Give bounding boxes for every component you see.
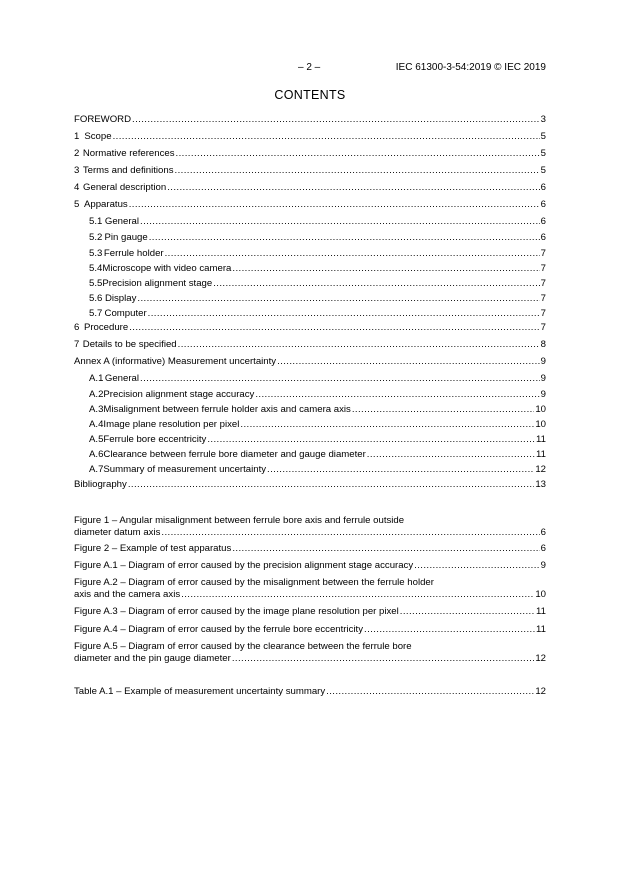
- toc-number: 5.6: [89, 293, 103, 304]
- figure-entry-a2: [74, 577, 546, 601]
- dot-leader: [326, 686, 534, 698]
- dot-leader: [148, 308, 540, 320]
- dot-leader: [165, 248, 540, 260]
- figure-entry-a4: [74, 624, 546, 636]
- dot-leader: [113, 131, 540, 143]
- dot-leader: [352, 404, 534, 416]
- figure-label-line1: Figure 1 – Angular misalignment between ferrule bore axis and ferrule outside: [74, 515, 405, 526]
- table-label: Table A.1 – Example of measurement uncertainty summary: [74, 686, 326, 697]
- toc-number: A.3: [89, 404, 104, 415]
- toc-page: 7: [540, 278, 546, 289]
- toc-number: 5.7: [89, 308, 103, 319]
- toc-page: 3: [540, 114, 546, 125]
- toc-number: 6: [74, 322, 80, 333]
- dot-leader: [400, 606, 535, 618]
- toc-number: 5.1: [89, 216, 103, 227]
- toc-number: 5.3: [89, 248, 103, 259]
- toc-page: 6: [540, 199, 546, 210]
- toc-label: Summary of measurement uncertainty: [103, 464, 267, 475]
- toc-entry-general-description: [74, 182, 546, 194]
- toc-label: Annex A (informative) Measurement uncertainty: [74, 356, 277, 367]
- toc-entry-foreword: [74, 114, 546, 126]
- toc-number: 3: [74, 165, 80, 176]
- toc-number: A.6: [89, 449, 104, 460]
- toc-entry-a-6: [74, 449, 546, 461]
- figure-page: 9: [540, 560, 546, 571]
- dot-leader: [140, 216, 540, 228]
- toc-entry-5-7: [74, 308, 546, 320]
- figure-label: Figure A.4 – Diagram of error caused by the ferrule bore eccentricity: [74, 624, 364, 635]
- dot-leader: [240, 419, 534, 431]
- toc-page: 8: [540, 339, 546, 350]
- toc-number: 5.4: [89, 263, 103, 274]
- figure-entry-a5: [74, 641, 546, 665]
- toc-page: 6: [540, 182, 546, 193]
- figure-label: Figure A.1 – Diagram of error caused by the precision alignment stage accuracy: [74, 560, 414, 571]
- figure-page: 10: [535, 589, 546, 600]
- figure-entry-a1: [74, 560, 546, 572]
- dot-leader: [364, 624, 535, 636]
- dot-leader: [367, 449, 535, 461]
- toc-entry-annex-a: [74, 356, 546, 368]
- figure-label: diameter datum axis: [74, 527, 161, 538]
- toc-page: 7: [540, 248, 546, 259]
- toc-entry-bibliography: [74, 479, 546, 491]
- toc-entry-details: [74, 339, 546, 351]
- toc-number: A.7: [89, 464, 104, 475]
- toc-number: A.1: [89, 373, 104, 384]
- toc-page: 6: [540, 216, 546, 227]
- toc-label: General: [104, 216, 139, 227]
- figure-label: Figure A.3 – Diagram of error caused by the image plane resolution per pixel: [74, 606, 399, 617]
- figure-page: 6: [540, 543, 546, 554]
- toc-entry-a-2: [74, 389, 546, 401]
- toc-number: 4: [74, 182, 80, 193]
- toc-number: 1: [74, 131, 80, 142]
- toc-number: 5: [74, 199, 80, 210]
- toc-page: 11: [536, 449, 546, 460]
- toc-number: A.4: [89, 419, 104, 430]
- figure-page: 6: [540, 527, 546, 538]
- dot-leader: [140, 373, 540, 385]
- toc-page: 9: [540, 356, 546, 367]
- figure-entry-a3: [74, 606, 546, 618]
- dot-leader: [207, 434, 535, 446]
- dot-leader: [232, 653, 535, 665]
- figure-label: Figure 2 – Example of test apparatus: [74, 543, 232, 554]
- dot-leader: [175, 165, 540, 177]
- toc-page: 11: [536, 434, 546, 445]
- toc-entry-5-1: [74, 216, 546, 228]
- toc-entry-normative-references: [74, 148, 546, 160]
- toc-label: Image plane resolution per pixel: [103, 419, 240, 430]
- dot-leader: [414, 560, 540, 572]
- dot-leader: [132, 114, 540, 126]
- toc-label: Apparatus: [83, 199, 128, 210]
- toc-label: Precision alignment stage accuracy: [103, 389, 255, 400]
- dot-leader: [213, 278, 539, 290]
- toc-page: 7: [540, 308, 546, 319]
- figure-page: 12: [535, 653, 546, 664]
- toc-entry-procedure: [74, 322, 546, 334]
- dot-leader: [255, 389, 539, 401]
- figure-page: 11: [536, 624, 546, 635]
- dot-leader: [176, 148, 540, 160]
- toc-page: 5: [540, 148, 546, 159]
- toc-label: Misalignment between ferrule holder axis and camera axis: [103, 404, 351, 415]
- toc-label: Procedure: [83, 322, 129, 333]
- toc-page: 7: [540, 263, 546, 274]
- toc-label: Bibliography: [74, 479, 127, 490]
- figure-label-line1: Figure A.2 – Diagram of error caused by the misalignment between the ferrule holder: [74, 577, 434, 588]
- table-entry-a1: [74, 686, 546, 698]
- page-number: – 2 –: [298, 62, 321, 73]
- toc-page: 9: [540, 389, 546, 400]
- toc-page: 9: [540, 373, 546, 384]
- toc-label: Display: [104, 293, 137, 304]
- toc-number: 7: [74, 339, 80, 350]
- toc-entry-5-3: [74, 248, 546, 260]
- dot-leader: [128, 479, 535, 491]
- dot-leader: [137, 293, 539, 305]
- standard-reference: IEC 61300-3-54:2019 © IEC 2019: [395, 62, 546, 73]
- toc-page: 7: [540, 293, 546, 304]
- toc-page: 13: [535, 479, 546, 490]
- toc-entry-5-4: [74, 263, 546, 275]
- toc-label: Scope: [84, 131, 112, 142]
- dot-leader: [129, 199, 540, 211]
- dot-leader: [232, 263, 539, 275]
- toc-label: Clearance between ferrule bore diameter and gauge diameter: [103, 449, 366, 460]
- figure-label: axis and the camera axis: [74, 589, 181, 600]
- table-page: 12: [535, 686, 546, 697]
- toc-entry-apparatus: [74, 199, 546, 211]
- dot-leader: [267, 464, 534, 476]
- toc-label: Normative references: [82, 148, 175, 159]
- toc-number: 2: [74, 148, 80, 159]
- page-title: CONTENTS: [274, 88, 346, 102]
- toc-number: 5.2: [89, 232, 103, 243]
- toc-label: Microscope with video camera: [102, 263, 232, 274]
- toc-label: Ferrule holder: [103, 248, 164, 259]
- toc-label: Terms and definitions: [82, 165, 174, 176]
- toc-page: 6: [540, 232, 546, 243]
- toc-label: General description: [83, 182, 167, 193]
- toc-entry-a-1: [74, 373, 546, 385]
- figure-entry-1: [74, 515, 546, 539]
- toc-entry-5-5: [74, 278, 546, 290]
- page-header: [74, 60, 546, 74]
- toc-label: FOREWORD: [74, 114, 132, 125]
- toc-page: 12: [535, 464, 546, 475]
- toc-entry-a-4: [74, 419, 546, 431]
- toc-number: 5.5: [89, 278, 103, 289]
- toc-label: Computer: [104, 308, 147, 319]
- dot-leader: [167, 182, 539, 194]
- toc-entry-5-2: [74, 232, 546, 244]
- toc-page: 5: [540, 165, 546, 176]
- toc-page: 5: [540, 131, 546, 142]
- toc-page: 7: [540, 322, 546, 333]
- toc-label: Pin gauge: [104, 232, 148, 243]
- toc-label: General: [104, 373, 139, 384]
- toc-entry-a-5: [74, 434, 546, 446]
- dot-leader: [178, 339, 540, 351]
- dot-leader: [277, 356, 540, 368]
- toc-number: A.5: [89, 434, 104, 445]
- dot-leader: [129, 322, 539, 334]
- dot-leader: [181, 589, 534, 601]
- toc-number: A.2: [89, 389, 104, 400]
- dot-leader: [232, 543, 539, 555]
- toc-page: 10: [535, 419, 546, 430]
- toc-page: 10: [535, 404, 546, 415]
- toc-entry-a-7: [74, 464, 546, 476]
- figure-label: diameter and the pin gauge diameter: [74, 653, 231, 664]
- toc-entry-5-6: [74, 293, 546, 305]
- toc-entry-a-3: [74, 404, 546, 416]
- toc-label: Details to be specified: [82, 339, 177, 350]
- dot-leader: [161, 527, 539, 539]
- toc-label: Ferrule bore eccentricity: [103, 434, 207, 445]
- figure-entry-2: [74, 543, 546, 555]
- toc-entry-scope: [74, 131, 546, 143]
- dot-leader: [149, 232, 540, 244]
- toc-label: Precision alignment stage: [102, 278, 213, 289]
- figure-page: 11: [536, 606, 546, 617]
- toc-entry-terms: [74, 165, 546, 177]
- figure-label-line1: Figure A.5 – Diagram of error caused by the clearance between the ferrule bore: [74, 641, 412, 652]
